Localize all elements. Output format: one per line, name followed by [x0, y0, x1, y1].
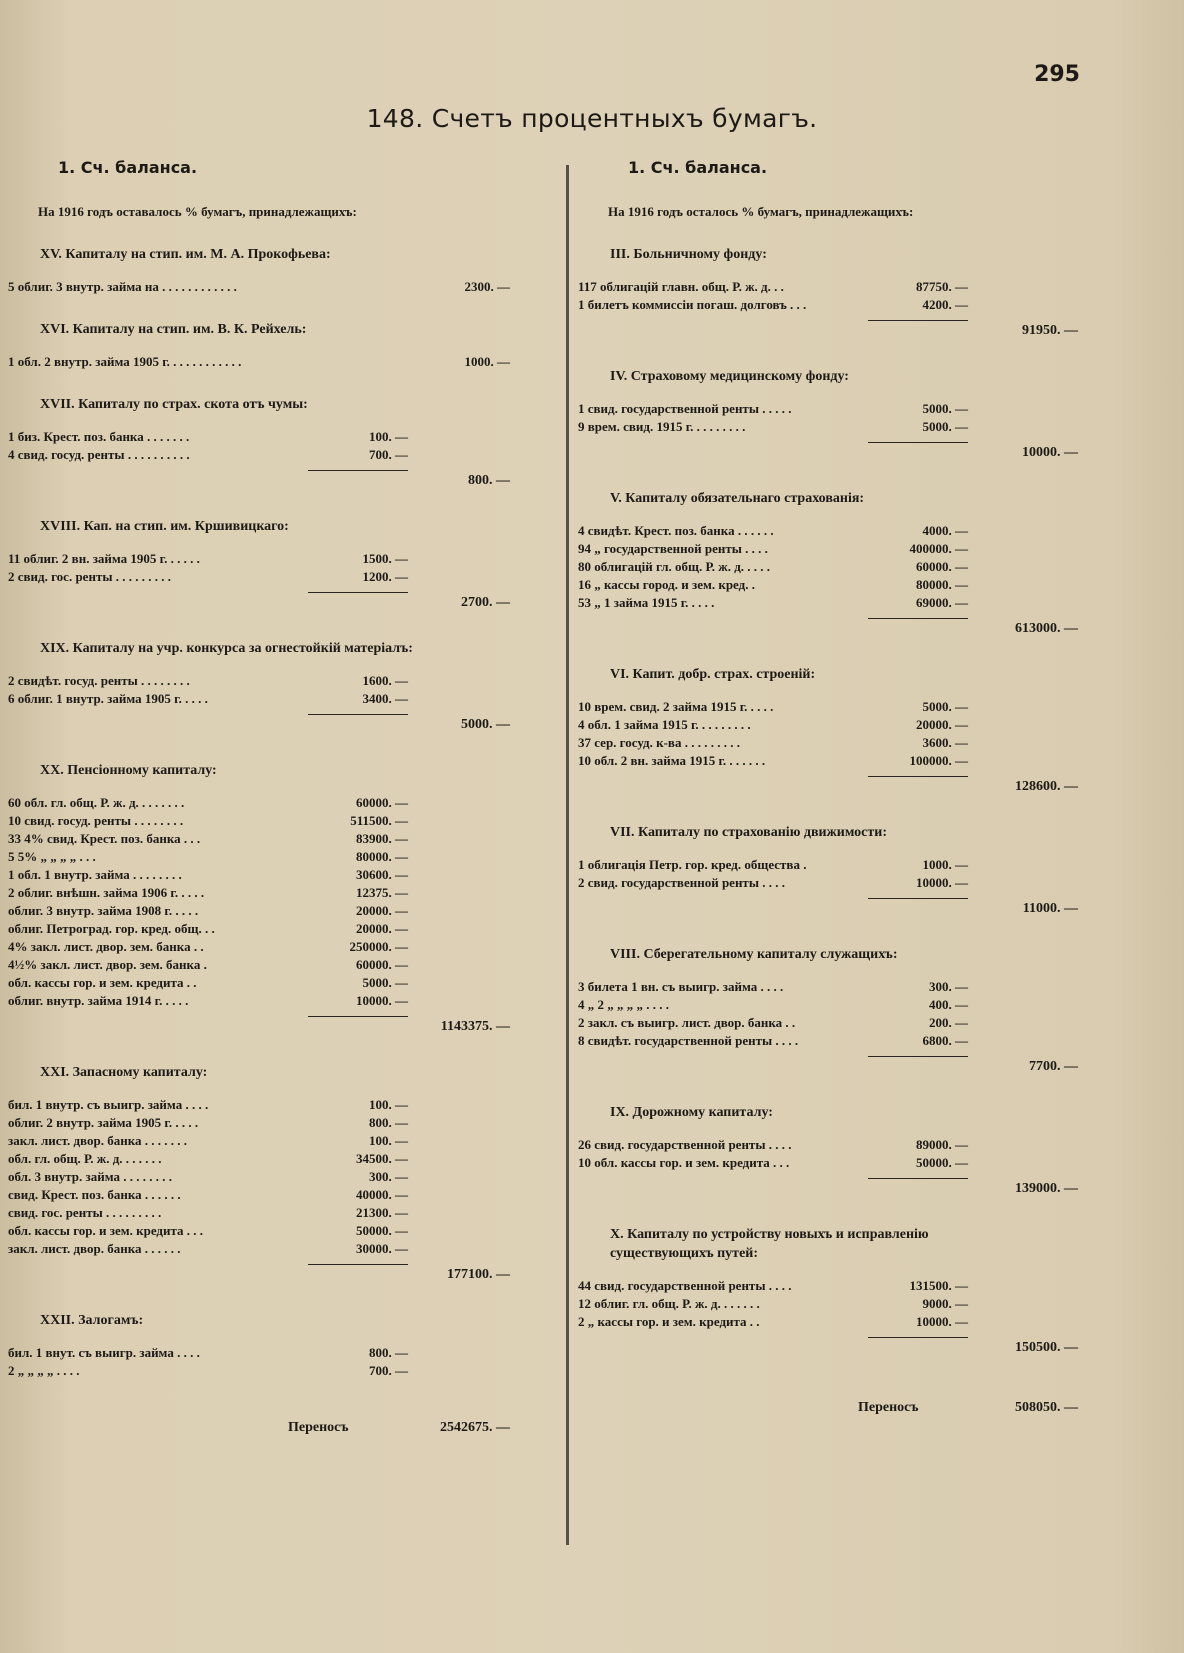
- row-description: облиг. 2 внутр. займа 1905 г. . . . .: [8, 1115, 199, 1130]
- row-description: 4 обл. 1 займа 1915 г. . . . . . . . .: [578, 717, 751, 732]
- row-description: 1 билетъ коммиссіи погаш. долговъ . . .: [578, 297, 807, 312]
- section-total: [578, 1179, 1078, 1201]
- row-description: 2 свид. гос. ренты . . . . . . . . .: [8, 569, 171, 584]
- ledger-section: [578, 489, 1128, 641]
- row-amount: 30600. —: [356, 867, 408, 882]
- ledger-row: [8, 1132, 528, 1150]
- row-amount: 1000. —: [922, 857, 968, 872]
- row-amount: 87750. —: [916, 279, 968, 294]
- row-amount: 6800. —: [922, 1033, 968, 1048]
- row-description: 53 „ 1 займа 1915 г. . . . .: [578, 595, 715, 610]
- row-description: 10 врем. свид. 2 займа 1915 г. . . . .: [578, 699, 774, 714]
- total-amount: 613000. —: [1015, 621, 1078, 636]
- ledger-row: [8, 794, 528, 812]
- left-sections: [8, 245, 528, 1380]
- row-description: 2 свидѣт. госуд. ренты . . . . . . . .: [8, 673, 190, 688]
- row-description: 2 облиг. внѣшн. займа 1906 г. . . . .: [8, 885, 205, 900]
- row-amount: 89000. —: [916, 1137, 968, 1152]
- row-amount: 700. —: [369, 1363, 408, 1378]
- ledger-section: [8, 1063, 528, 1287]
- total-amount: 10000. —: [1022, 445, 1078, 460]
- section-total: [8, 471, 510, 493]
- section-total: [8, 1265, 510, 1287]
- row-amount: 21300. —: [356, 1205, 408, 1220]
- row-amount: 5000. —: [362, 975, 408, 990]
- row-amount: 1500. —: [362, 551, 408, 566]
- row-amount: 1600. —: [362, 673, 408, 688]
- right-carry: [578, 1400, 1078, 1424]
- row-description: 37 сер. госуд. к-ва . . . . . . . . .: [578, 735, 740, 750]
- ledger-row: [8, 812, 528, 830]
- section-heading: V. Капиталу обязательнаго страхованія:: [610, 491, 865, 506]
- row-amount: 300. —: [369, 1169, 408, 1184]
- row-description: 11 облиг. 2 вн. займа 1905 г. . . . . .: [8, 551, 200, 566]
- row-description: обл. кассы гор. и зем. кредита . .: [8, 975, 197, 990]
- total-amount: 150500. —: [1015, 1340, 1078, 1355]
- total-amount: 1143375. —: [440, 1019, 510, 1034]
- ledger-row: [8, 1240, 528, 1258]
- row-amount: 34500. —: [356, 1151, 408, 1166]
- ledger-row: [578, 296, 1128, 314]
- ledger-row: [8, 1186, 528, 1204]
- ledger-section: [578, 823, 1128, 921]
- right-sections: [578, 245, 1128, 1360]
- ledger-row: [578, 856, 1128, 874]
- row-amount: 60000. —: [916, 559, 968, 574]
- section-total: [8, 593, 510, 615]
- row-description: свид. гос. ренты . . . . . . . . .: [8, 1205, 162, 1220]
- ledger-section: [8, 761, 528, 1039]
- ledger-row: [8, 884, 528, 902]
- left-intro: На 1916 годъ оставалось % бумагъ, принадлежащихъ:: [38, 204, 357, 219]
- section-total: [8, 1017, 510, 1039]
- ledger-section: [8, 395, 528, 493]
- row-amount: 3600. —: [922, 735, 968, 750]
- section-total: [578, 777, 1078, 799]
- row-amount: 100. —: [369, 1097, 408, 1112]
- row-description: 60 обл. гл. общ. Р. ж. д. . . . . . . .: [8, 795, 185, 810]
- section-total: [578, 1338, 1078, 1360]
- ledger-row: [8, 1204, 528, 1222]
- row-description: 2 „ „ „ „ . . . .: [8, 1363, 80, 1378]
- section-heading: XVII. Капиталу по страх. скота отъ чумы:: [40, 397, 308, 412]
- ledger-row: [8, 1114, 528, 1132]
- ledger-row: [8, 1150, 528, 1168]
- left-column: [8, 150, 528, 1444]
- row-description: 10 обл. кассы гор. и зем. кредита . . .: [578, 1155, 790, 1170]
- row-description: 4 „ 2 „ „ „ „ . . . .: [578, 997, 669, 1012]
- row-description: 44 свид. государственной ренты . . . .: [578, 1278, 792, 1293]
- ledger-row: [578, 978, 1128, 996]
- ledger-row: [578, 716, 1128, 734]
- total-amount: 139000. —: [1015, 1181, 1078, 1196]
- row-description: закл. лист. двор. банка . . . . . . .: [8, 1133, 187, 1148]
- section-heading: VI. Капит. добр. страх. строеній:: [610, 667, 816, 682]
- row-amount: 80000. —: [916, 577, 968, 592]
- total-amount: 2700. —: [461, 595, 510, 610]
- row-description: 94 „ государственной ренты . . . .: [578, 541, 768, 556]
- row-amount: 700. —: [369, 447, 408, 462]
- row-description: 4 свидѣт. Крест. поз. банка . . . . . .: [578, 523, 774, 538]
- row-description: 1 обл. 1 внутр. займа . . . . . . . .: [8, 867, 182, 882]
- ledger-row: [578, 418, 1128, 436]
- section-heading: XV. Капиталу на стип. им. М. А. Прокофьева:: [40, 247, 331, 262]
- right-intro: На 1916 годъ осталось % бумагъ, принадлежащихъ:: [608, 204, 914, 219]
- row-amount: 83900. —: [356, 831, 408, 846]
- row-description: 2 закл. съ выигр. лист. двор. банка . .: [578, 1015, 796, 1030]
- row-amount: 12375. —: [356, 885, 408, 900]
- ledger-section: [578, 1103, 1128, 1201]
- ledger-section: [8, 639, 528, 737]
- ledger-row: [8, 1168, 528, 1186]
- left-carry: [8, 1420, 510, 1444]
- ledger-row: [578, 1277, 1128, 1295]
- row-amount: 20000. —: [356, 903, 408, 918]
- row-amount: 3400. —: [362, 691, 408, 706]
- row-description: 2 свид. государственной ренты . . . .: [578, 875, 785, 890]
- ledger-row: [8, 830, 528, 848]
- row-description: 33 4% свид. Крест. поз. банка . . .: [8, 831, 201, 846]
- row-amount: 100. —: [369, 1133, 408, 1148]
- ledger-section: [8, 517, 528, 615]
- row-description: 117 облигацій главн. общ. Р. ж. д. . .: [578, 279, 784, 294]
- total-amount: 128600. —: [1015, 779, 1078, 794]
- row-description: бил. 1 внутр. съ выигр. займа . . . .: [8, 1097, 209, 1112]
- ledger-row: [8, 974, 528, 992]
- row-amount: 50000. —: [916, 1155, 968, 1170]
- row-amount: 5000. —: [922, 419, 968, 434]
- row-amount: 60000. —: [356, 795, 408, 810]
- right-column: [578, 150, 1128, 1424]
- ledger-row: [578, 1154, 1128, 1172]
- section-total: [8, 715, 510, 737]
- row-description: 26 свид. государственной ренты . . . .: [578, 1137, 792, 1152]
- ledger-row: [8, 866, 528, 884]
- row-amount: 200. —: [929, 1015, 968, 1030]
- row-description: 10 обл. 2 вн. займа 1915 г. . . . . . .: [578, 753, 766, 768]
- row-description: 1 облигація Петр. гор. кред. общества .: [578, 857, 807, 872]
- ledger-row: [8, 1344, 528, 1362]
- section-heading: IV. Страховому медицинскому фонду:: [610, 369, 849, 384]
- ledger-row: [578, 734, 1128, 752]
- ledger-row: [8, 938, 528, 956]
- row-amount: 40000. —: [356, 1187, 408, 1202]
- carry-value: 508050. —: [1015, 1400, 1078, 1415]
- row-amount: 1200. —: [362, 569, 408, 584]
- row-amount: 100000. —: [909, 753, 968, 768]
- row-description: 6 облиг. 1 внутр. займа 1905 г. . . . .: [8, 691, 208, 706]
- row-description: облиг. 3 внутр. займа 1908 г. . . . .: [8, 903, 199, 918]
- section-heading: VIII. Сберегательному капиталу служащихъ:: [610, 947, 898, 962]
- ledger-section: [578, 367, 1128, 465]
- row-amount: 5000. —: [922, 401, 968, 416]
- ledger-section: [578, 945, 1128, 1079]
- section-heading: XIX. Капиталу на учр. конкурса за огнестойкій матеріалъ:: [40, 641, 413, 656]
- ledger-row: [8, 446, 528, 464]
- ledger-row: [8, 690, 528, 708]
- row-amount: 250000. —: [349, 939, 408, 954]
- row-description: 8 свидѣт. государственной ренты . . . .: [578, 1033, 799, 1048]
- row-description: 9 врем. свид. 1915 г. . . . . . . . .: [578, 419, 746, 434]
- ledger-row: [8, 920, 528, 938]
- row-description: бил. 1 внут. съ выигр. займа . . . .: [8, 1345, 200, 1360]
- total-amount: 91950. —: [1022, 323, 1078, 338]
- row-description: 4% закл. лист. двор. зем. банка . .: [8, 939, 204, 954]
- ledger-row: [578, 698, 1128, 716]
- row-amount: 800. —: [369, 1115, 408, 1130]
- row-description: обл. 3 внутр. займа . . . . . . . .: [8, 1169, 172, 1184]
- page-title: 148. Счетъ процентныхъ бумагъ.: [366, 104, 818, 133]
- section-total: [578, 443, 1078, 465]
- ledger-row: [8, 353, 528, 371]
- row-amount: 20000. —: [916, 717, 968, 732]
- row-description: 16 „ кассы город. и зем. кред. .: [578, 577, 755, 592]
- ledger-row: [578, 1032, 1128, 1050]
- section-heading: XX. Пенсіонному капиталу:: [40, 763, 217, 778]
- ledger-row: [8, 568, 528, 586]
- row-description: 4 свид. госуд. ренты . . . . . . . . . .: [8, 447, 190, 462]
- ledger-row: [8, 428, 528, 446]
- row-amount: 4200. —: [922, 297, 968, 312]
- row-description: 5 облиг. 3 внутр. займа на . . . . . . . . . . . .: [8, 279, 237, 294]
- row-description: обл. кассы гор. и зем. кредита . . .: [8, 1223, 204, 1238]
- row-description: обл. гл. общ. Р. ж. д. . . . . . .: [8, 1151, 162, 1166]
- ledger-row: [578, 752, 1128, 770]
- ledger-row: [578, 400, 1128, 418]
- ledger-row: [578, 1014, 1128, 1032]
- section-total: [578, 1057, 1078, 1079]
- ledger-row: [578, 1136, 1128, 1154]
- row-amount: 131500. —: [909, 1278, 968, 1293]
- row-amount: 5000. —: [922, 699, 968, 714]
- row-amount: 30000. —: [356, 1241, 408, 1256]
- right-heading: 1. Сч. баланса.: [628, 158, 768, 177]
- section-heading: IX. Дорожному капиталу:: [610, 1105, 773, 1120]
- ledger-row: [8, 848, 528, 866]
- carry-value: 2542675. —: [440, 1420, 510, 1435]
- ledger-row: [578, 996, 1128, 1014]
- row-amount: 50000. —: [356, 1223, 408, 1238]
- row-description: 1 биз. Крест. поз. банка . . . . . . .: [8, 429, 190, 444]
- row-amount: 400000. —: [909, 541, 968, 556]
- row-amount: 300. —: [929, 979, 968, 994]
- ledger-row: [8, 956, 528, 974]
- row-amount: 511500. —: [350, 813, 408, 828]
- row-amount: 10000. —: [356, 993, 408, 1008]
- ledger-section: [8, 245, 528, 296]
- carry-label: Переносъ: [288, 1420, 349, 1435]
- section-heading: VII. Капиталу по страхованію движимости:: [610, 825, 887, 840]
- section-total: [578, 619, 1078, 641]
- row-amount: 4000. —: [922, 523, 968, 538]
- row-amount: 10000. —: [916, 875, 968, 890]
- section-heading: XXII. Залогамъ:: [40, 1313, 144, 1328]
- row-description: 1 свид. государственной ренты . . . . .: [578, 401, 792, 416]
- row-amount: 800. —: [369, 1345, 408, 1360]
- page-number: 295: [1034, 62, 1080, 87]
- section-total: [578, 321, 1078, 343]
- row-description: 2 „ кассы гор. и зем. кредита . .: [578, 1314, 760, 1329]
- row-amount: 9000. —: [922, 1296, 968, 1311]
- ledger-section: [578, 665, 1128, 799]
- row-description: 1 обл. 2 внутр. займа 1905 г. . . . . . . . . . . .: [8, 354, 242, 369]
- row-amount: 10000. —: [916, 1314, 968, 1329]
- ledger-row: [8, 1096, 528, 1114]
- left-heading: 1. Сч. баланса.: [58, 158, 198, 177]
- ledger-row: [8, 672, 528, 690]
- ledger-row: [8, 278, 528, 296]
- ledger-section: [578, 245, 1128, 343]
- row-description: облиг. внутр. займа 1914 г. . . . .: [8, 993, 189, 1008]
- ledger-row: [578, 540, 1128, 558]
- ledger-section: [8, 320, 528, 371]
- ledger-section: [8, 1311, 528, 1380]
- carry-label: Переносъ: [858, 1400, 919, 1415]
- ledger-row: [578, 576, 1128, 594]
- section-heading: XVIII. Кап. на стип. им. Кршивицкаго:: [40, 519, 289, 534]
- row-description: 3 билета 1 вн. съ выигр. займа . . . .: [578, 979, 784, 994]
- ledger-section: [578, 1225, 1128, 1360]
- row-amount: 20000. —: [356, 921, 408, 936]
- column-divider: [566, 165, 569, 1545]
- row-amount: 60000. —: [356, 957, 408, 972]
- total-amount: 11000. —: [1022, 901, 1078, 916]
- total-amount: 177100. —: [447, 1267, 510, 1282]
- ledger-row: [578, 278, 1128, 296]
- ledger-row: [8, 902, 528, 920]
- ledger-row: [578, 558, 1128, 576]
- row-amount: 400. —: [929, 997, 968, 1012]
- row-description: 12 облиг. гл. общ. Р. ж. д. . . . . . .: [578, 1296, 760, 1311]
- ledger-row: [8, 550, 528, 568]
- row-description: свид. Крест. поз. банка . . . . . .: [8, 1187, 181, 1202]
- row-description: 4½% закл. лист. двор. зем. банка .: [8, 957, 207, 972]
- section-heading: XXI. Запасному капиталу:: [40, 1065, 208, 1080]
- row-amount: 80000. —: [356, 849, 408, 864]
- ledger-row: [578, 874, 1128, 892]
- ledger-row: [8, 1362, 528, 1380]
- section-heading: III. Больничному фонду:: [610, 247, 767, 262]
- row-description: закл. лист. двор. банка . . . . . .: [8, 1241, 181, 1256]
- ledger-row: [578, 1295, 1128, 1313]
- total-amount: 800. —: [468, 473, 510, 488]
- ledger-row: [8, 992, 528, 1010]
- section-heading: X. Капиталу по устройству новыхъ и исправленію существующихъ путей:: [610, 1227, 929, 1261]
- row-description: 80 облигацій гл. общ. Р. ж. д. . . . .: [578, 559, 771, 574]
- row-amount: 1000. —: [464, 354, 510, 369]
- ledger-row: [8, 1222, 528, 1240]
- section-heading: XVI. Капиталу на стип. им. В. К. Рейхель:: [40, 322, 307, 337]
- row-amount: 100. —: [369, 429, 408, 444]
- ledger-row: [578, 1313, 1128, 1331]
- total-amount: 5000. —: [461, 717, 510, 732]
- row-description: облиг. Петроград. гор. кред. общ. . .: [8, 921, 215, 936]
- row-amount: 2300. —: [464, 279, 510, 294]
- row-description: 10 свид. госуд. ренты . . . . . . . .: [8, 813, 184, 828]
- ledger-row: [578, 522, 1128, 540]
- section-total: [578, 899, 1078, 921]
- ledger-row: [578, 594, 1128, 612]
- row-description: 5 5% „ „ „ „ . . .: [8, 849, 96, 864]
- total-amount: 7700. —: [1029, 1059, 1078, 1074]
- row-amount: 69000. —: [916, 595, 968, 610]
